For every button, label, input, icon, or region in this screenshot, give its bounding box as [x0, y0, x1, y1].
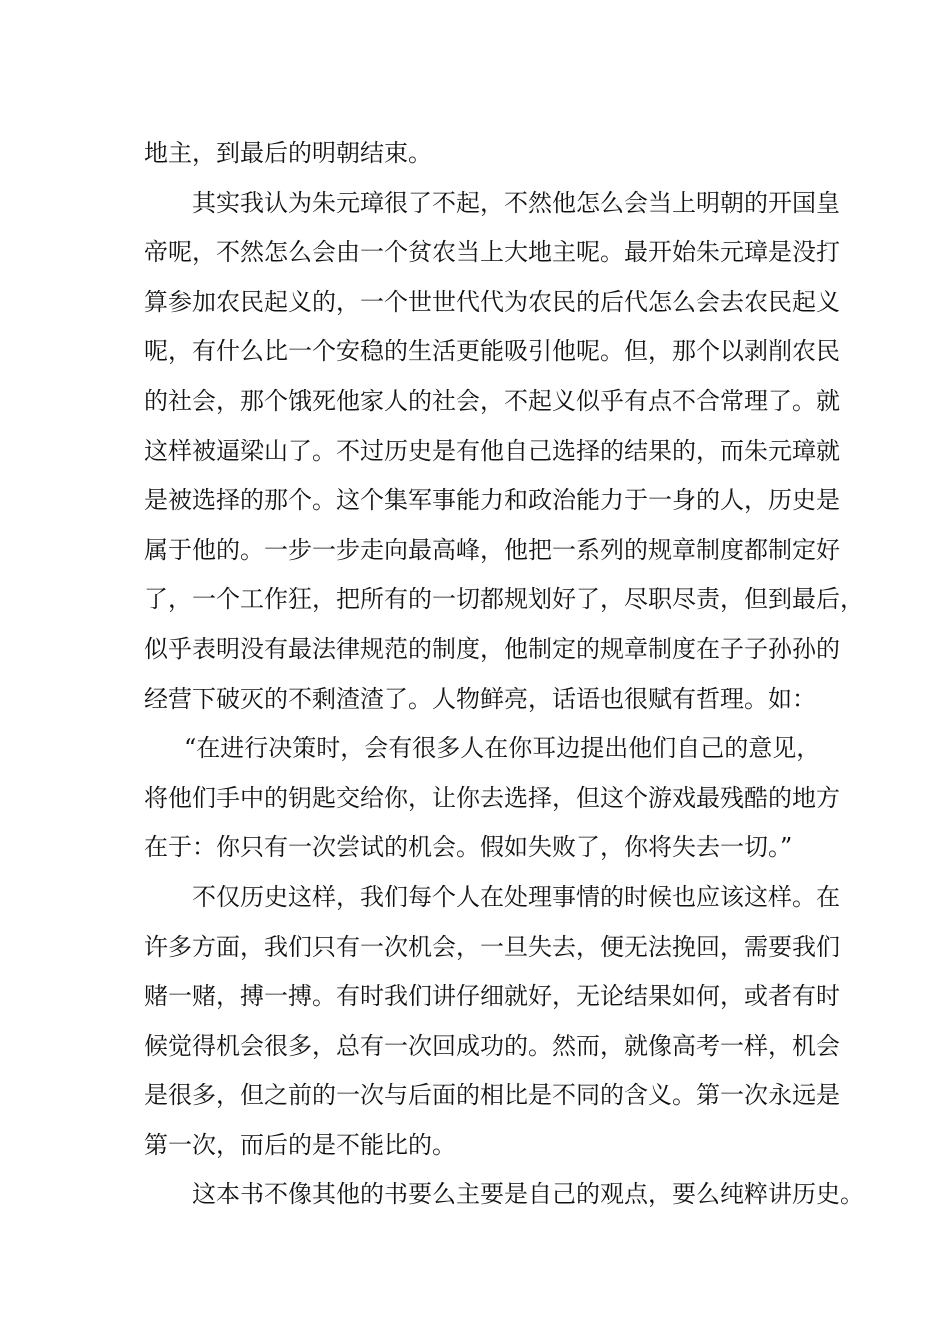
- paragraph-start-line: 不仅历史这样，我们每个人在处理事情的时候也应该这样。在: [192, 882, 840, 911]
- paragraph-start-line: 这本书不像其他的书要么主要是自己的观点，要么纯粹讲历史。: [192, 1180, 864, 1209]
- text-line: 地主，到最后的明朝结束。: [144, 139, 432, 167]
- text-line: 算参加农民起义的，一个世世代代为农民的后代怎么会去农民起义: [144, 287, 840, 316]
- text-line: 是被选择的那个。这个集军事能力和政治能力于一身的人，历史是: [144, 486, 840, 515]
- text-line: 属于他的。一步一步走向最高峰，他把一系列的规章制度都制定好: [144, 535, 840, 564]
- text-line: 第一次，而后的是不能比的。: [144, 1130, 456, 1159]
- text-line: 的社会，那个饿死他家人的社会，不起义似乎有点不合常理了。就: [144, 386, 840, 415]
- text-line: 候觉得机会很多，总有一次回成功的。然而，就像高考一样，机会: [144, 1031, 840, 1060]
- quote-start-line: “在进行决策时，会有很多人在你耳边提出他们自己的意见，: [184, 734, 821, 763]
- text-line: 似乎表明没有最法律规范的制度，他制定的规章制度在子子孙孙的: [144, 634, 840, 663]
- paragraph-start-line: 其实我认为朱元璋很了不起，不然他怎么会当上明朝的开国皇: [192, 188, 840, 217]
- quote-line: 将他们手中的钥匙交给你，让你去选择，但这个游戏最残酷的地方: [144, 783, 840, 812]
- text-line: 呢，有什么比一个安稳的生活更能吸引他呢。但，那个以剥削农民: [144, 337, 840, 366]
- document-body: [144, 129, 864, 1220]
- text-line: 帝呢，不然怎么会由一个贫农当上大地主呢。最开始朱元璋是没打: [144, 238, 840, 267]
- text-line: 经营下破灭的不剩渣渣了。人物鲜亮，话语也很赋有哲理。如：: [144, 684, 816, 713]
- text-line: 许多方面，我们只有一次机会，一旦失去，便无法挽回，需要我们: [144, 932, 840, 961]
- text-line: 了，一个工作狂，把所有的一切都规划好了，尽职尽责，但到最后，: [144, 585, 864, 614]
- text-line: 这样被逼梁山了。不过历史是有他自己选择的结果的，而朱元璋就: [144, 436, 840, 465]
- text-line: 是很多，但之前的一次与后面的相比是不同的含义。第一次永远是: [144, 1081, 840, 1110]
- text-line: 赌一赌，搏一搏。有时我们讲仔细就好，无论结果如何，或者有时: [144, 982, 840, 1011]
- quote-line: 在于：你只有一次尝试的机会。假如失败了，你将失去一切。”: [144, 833, 793, 862]
